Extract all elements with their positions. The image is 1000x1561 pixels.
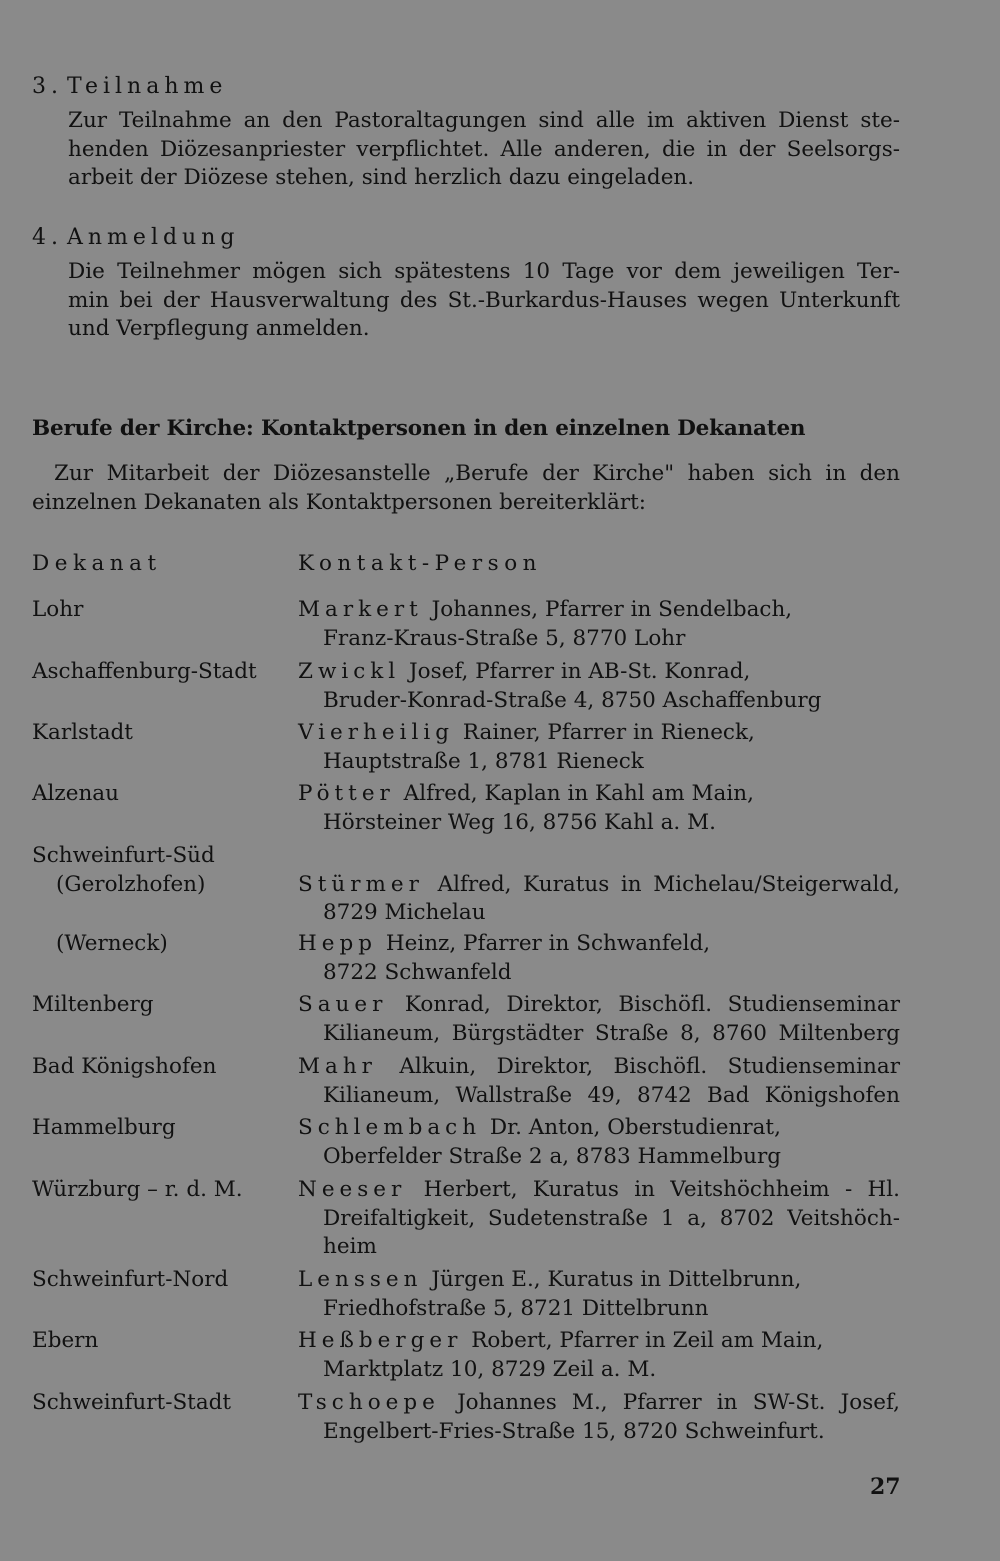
contact-details: Johannes M., Pfarrer in SW-St. Josef,	[457, 1390, 900, 1415]
dekanat-name: Hammelburg	[32, 1115, 176, 1140]
dekanat-name: Karlstadt	[32, 720, 133, 745]
contact-line	[298, 719, 900, 748]
contact-details: Jürgen E., Kuratus in Dittelbrunn,	[431, 1267, 802, 1292]
dekanat-cell	[32, 1176, 292, 1205]
contact-line	[298, 658, 900, 687]
paragraph-line: Zur Teilnahme an den Pastoraltagungen sind alle im aktiven Dienst ste-	[68, 108, 900, 133]
contact-details: Dr. Anton, Oberstudienrat,	[489, 1115, 781, 1140]
section-heading-teilnahme	[32, 74, 227, 99]
contact-surname: Lenssen	[298, 1267, 423, 1292]
section-paragraph-teilnahme	[68, 107, 900, 193]
contact-details: Johannes, Pfarrer in Sendelbach,	[431, 597, 793, 622]
contact-line	[298, 1176, 900, 1205]
contact-details: Konrad, Direktor, Bischöfl. Studienseminar	[404, 992, 900, 1017]
section-number: 4.	[32, 225, 63, 250]
contact-surname: Sauer	[298, 992, 388, 1017]
contact-address-line: 8729 Michelau	[323, 900, 486, 926]
dekanat-cell	[32, 1389, 292, 1418]
contact-surname: Hepp	[298, 931, 377, 956]
contact-surname: Stürmer	[298, 871, 424, 897]
column-header-dekanat: Dekanat	[32, 551, 162, 576]
contact-surname: Heßberger	[298, 1328, 463, 1353]
contact-line	[298, 1114, 900, 1143]
contact-address-line: Oberfelder Straße 2 a, 8783 Hammelburg	[323, 1143, 782, 1169]
contact-address-line: Marktplatz 10, 8729 Zeil a. M.	[323, 1356, 657, 1382]
contact-cell	[298, 719, 900, 776]
page-title: Berufe der Kirche: Kontaktpersonen in den einzelnen Dekanaten	[32, 416, 806, 441]
contact-address-line: Dreifaltigkeit, Sudetenstraße 1 a, 8702 Veitshöch-	[323, 1205, 900, 1231]
dekanat-name: Alzenau	[32, 781, 119, 806]
dekanat-cell	[32, 1053, 292, 1082]
contact-surname: Neeser	[298, 1177, 407, 1202]
paragraph-line: min bei der Hausverwaltung des St.-Burkardus-Hauses wegen Unterkunft	[68, 287, 900, 313]
intro-paragraph	[32, 460, 900, 517]
contact-address-line: heim	[323, 1234, 377, 1260]
dekanat-name: Miltenberg	[32, 992, 154, 1017]
contact-cell	[298, 1266, 900, 1323]
paragraph-line: henden Diözesanpriester verpflichtet. Alle anderen, die in der Seelsorgs-	[68, 136, 900, 162]
dekanat-name: Aschaffenburg-Stadt	[32, 659, 257, 684]
contact-cell	[298, 1053, 900, 1110]
dekanat-cell	[32, 930, 292, 959]
contact-line	[298, 930, 900, 959]
dekanat-cell	[32, 780, 292, 809]
dekanat-name: Lohr	[32, 597, 84, 622]
intro-line: einzelnen Dekanaten als Kontaktpersonen bereiterklärt:	[32, 489, 646, 515]
dekanat-cell	[32, 596, 292, 625]
contact-surname: Vierheilig	[298, 720, 454, 745]
section-heading-anmeldung	[32, 225, 239, 250]
contact-cell	[298, 658, 900, 715]
contact-address-line: Hauptstraße 1, 8781 Rieneck	[323, 748, 644, 774]
contact-line	[298, 871, 900, 900]
dekanat-name: Schweinfurt-Süd	[32, 843, 215, 868]
contact-line	[298, 596, 900, 625]
dekanat-name: Ebern	[32, 1328, 99, 1353]
dekanat-cell	[32, 842, 292, 899]
contact-details: Alfred, Kaplan in Kahl am Main,	[403, 781, 754, 806]
contact-surname: Schlembach	[298, 1115, 482, 1140]
dekanat-name: Schweinfurt-Nord	[32, 1267, 229, 1292]
contact-cell	[298, 596, 900, 653]
contact-details: Heinz, Pfarrer in Schwanfeld,	[385, 931, 711, 956]
contact-cell	[298, 991, 900, 1048]
contact-details: Rainer, Pfarrer in Rieneck,	[462, 720, 755, 745]
contact-address-line: Kilianeum, Wallstraße 49, 8742 Bad Königshofen	[323, 1082, 900, 1108]
contact-line	[298, 1327, 900, 1356]
contact-line	[298, 1389, 900, 1418]
dekanat-cell	[32, 719, 292, 748]
contact-details: Robert, Pfarrer in Zeil am Main,	[471, 1328, 824, 1353]
intro-line: Zur Mitarbeit der Diözesanstelle „Berufe der Kirche" haben sich in den	[54, 461, 900, 486]
contact-details: Herbert, Kuratus in Veitshöchheim - Hl.	[423, 1177, 900, 1202]
dekanat-name: Bad Königshofen	[32, 1054, 217, 1079]
dekanat-cell	[32, 1114, 292, 1143]
dekanat-cell	[32, 991, 292, 1020]
column-header-kontakt-person: Kontakt-Person	[298, 551, 542, 576]
contact-surname: Zwickl	[298, 659, 401, 684]
section-number: 3.	[32, 74, 63, 99]
contact-cell	[298, 871, 900, 928]
dekanat-cell	[32, 658, 292, 687]
contact-address-line: Franz-Kraus-Straße 5, 8770 Lohr	[323, 625, 686, 651]
contact-cell	[298, 1327, 900, 1384]
contact-address-line: Bruder-Konrad-Straße 4, 8750 Aschaffenburg	[323, 687, 822, 713]
dekanat-name: Schweinfurt-Stadt	[32, 1390, 232, 1415]
dekanat-cell	[32, 1266, 292, 1295]
dekanat-name: (Gerolzhofen)	[56, 871, 206, 897]
dekanat-name: (Werneck)	[56, 931, 168, 956]
section-title: Anmeldung	[67, 225, 240, 250]
dekanat-cell	[32, 1327, 292, 1356]
contact-surname: Pötter	[298, 781, 395, 806]
contact-cell	[298, 1176, 900, 1262]
contact-surname: Tschoepe	[298, 1390, 440, 1415]
contact-details: Josef, Pfarrer in AB-St. Konrad,	[409, 659, 751, 684]
section-title: Teilnahme	[67, 74, 228, 99]
dekanat-name: Würzburg – r. d. M.	[32, 1177, 243, 1202]
contact-line	[298, 780, 900, 809]
contact-details: Alfred, Kuratus in Michelau/Steigerwald,	[437, 871, 900, 897]
page-number: 27	[870, 1474, 901, 1500]
paragraph-line: arbeit der Diözese stehen, sind herzlich dazu eingeladen.	[68, 165, 695, 191]
contact-line	[298, 991, 900, 1020]
paragraph-line: Die Teilnehmer mögen sich spätestens 10 Tage vor dem jeweiligen Ter-	[68, 259, 900, 284]
contact-surname: Mahr	[298, 1054, 377, 1079]
contact-cell	[298, 1114, 900, 1171]
contact-address-line: Engelbert-Fries-Straße 15, 8720 Schweinfurt.	[323, 1418, 825, 1444]
section-paragraph-anmeldung	[68, 258, 900, 344]
contact-address-line: 8722 Schwanfeld	[323, 959, 512, 985]
contact-address-line: Kilianeum, Bürgstädter Straße 8, 8760 Miltenberg	[323, 1020, 900, 1046]
contact-cell	[298, 930, 900, 987]
paragraph-line: und Verpflegung anmelden.	[68, 316, 370, 342]
contact-cell	[298, 1389, 900, 1446]
contact-address-line: Hörsteiner Weg 16, 8756 Kahl a. M.	[323, 809, 716, 835]
contact-line	[298, 1266, 900, 1295]
contact-details: Alkuin, Direktor, Bischöfl. Studienseminar	[399, 1054, 900, 1079]
contact-cell	[298, 780, 900, 837]
contact-address-line: Friedhofstraße 5, 8721 Dittelbrunn	[323, 1295, 709, 1321]
contact-surname: Markert	[298, 597, 423, 622]
contact-line	[298, 1053, 900, 1082]
